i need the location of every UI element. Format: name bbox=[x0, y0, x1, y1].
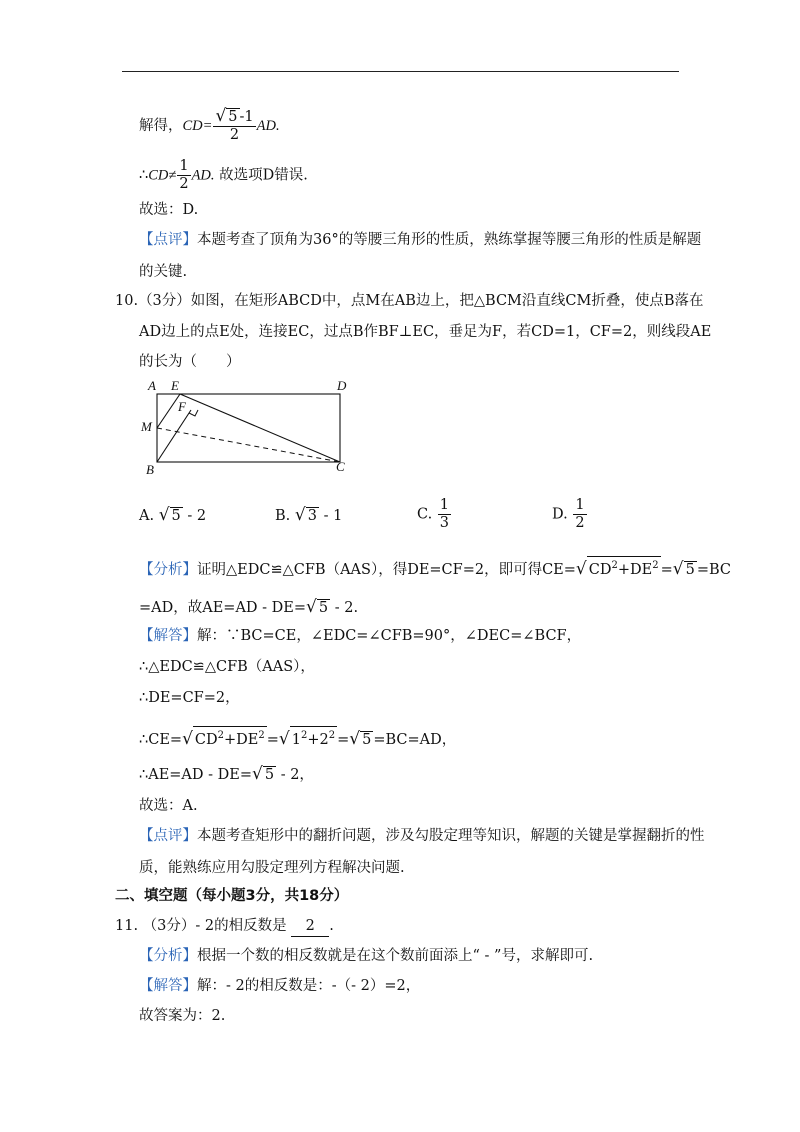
sup-2: 2 bbox=[217, 730, 225, 741]
q9-comment-text1: 本题考查了顶角为36°的等腰三角形的性质，熟练掌握等腰三角形的性质是解题 bbox=[197, 232, 702, 248]
q10-answer4-cd: CD bbox=[194, 731, 218, 748]
label-m: M bbox=[141, 419, 152, 434]
q10-answer-text1: 解：∵BC=CE，∠EDC=∠CFB=90°，∠DEC=∠BCF， bbox=[197, 628, 582, 644]
label-f: F bbox=[178, 399, 186, 414]
q10-analysis-rad-cd: CD bbox=[588, 561, 612, 578]
q9-frac1-minus: -1 bbox=[239, 109, 254, 125]
q10-analysis-eq: = bbox=[660, 561, 673, 578]
label-c: C bbox=[336, 459, 345, 474]
q11-answer-blank: 2 bbox=[291, 916, 329, 937]
q10-number: 10. bbox=[115, 293, 139, 309]
q11-answer-text: 解：- 2的相反数是：-（- 2）=2， bbox=[197, 978, 421, 994]
q10-analysis-line2-end: - 2. bbox=[334, 600, 359, 616]
q11-stem-end: . bbox=[329, 918, 334, 934]
q9-frac2-den: 2 bbox=[179, 176, 189, 192]
sup-2: 2 bbox=[652, 560, 659, 571]
q10-comment-line1 bbox=[139, 826, 705, 846]
q10-analysis-line2-rad: 5 bbox=[318, 600, 329, 616]
q10-answer5-rad: 5 bbox=[264, 767, 275, 783]
q10-answer4-de: +DE bbox=[224, 731, 259, 748]
q10-analysis-radical bbox=[587, 556, 661, 579]
q10-answer4-text: ∴CE= bbox=[139, 731, 183, 748]
q10-answer4-one: 1 bbox=[291, 731, 301, 748]
q10-comment-tag: 【点评】 bbox=[139, 828, 197, 844]
q10-answer-tag: 【解答】 bbox=[139, 628, 197, 644]
q11-analysis-text: 根据一个数的相反数就是在这个数前面添上“ - ”号，求解即可. bbox=[197, 948, 594, 964]
q10-comment-line2: 质，能熟练应用勾股定理列方程解决问题. bbox=[139, 860, 405, 876]
option-a-radicand: 5 bbox=[171, 508, 181, 524]
label-b: B bbox=[146, 462, 154, 477]
q10-choose: 故选：A. bbox=[139, 798, 198, 814]
q9-cd-eq: CD= bbox=[182, 118, 213, 134]
option-d-num: 1 bbox=[575, 497, 585, 513]
q10-option-a[interactable]: A. √ 5 - 2 bbox=[139, 505, 207, 525]
q10-analysis-rad-5: 5 bbox=[685, 561, 695, 578]
segment-ec bbox=[180, 394, 340, 462]
q10-analysis-text: 证明△EDC≌△CFB（AAS），得DE=CF=2，即可得CE= bbox=[197, 561, 576, 578]
q10-option-c[interactable] bbox=[417, 497, 452, 532]
q9-wrong-text: 故选项D错误. bbox=[219, 167, 308, 184]
q10-stem-line3: 的长为（ ） bbox=[139, 354, 241, 370]
option-b-radicand: 3 bbox=[307, 508, 317, 524]
label-d: D bbox=[337, 378, 347, 393]
q10-comment-text1: 本题考查矩形中的翻折问题，涉及勾股定理等知识，解题的关键是掌握翻折的性 bbox=[197, 828, 705, 844]
q10-answer4-eq2: = bbox=[337, 731, 350, 748]
q9-frac1-den: 2 bbox=[229, 127, 240, 143]
segment-bf bbox=[157, 410, 191, 462]
option-a-label: A. bbox=[139, 508, 155, 524]
option-c-fraction bbox=[438, 497, 451, 532]
q11-number: 11. bbox=[115, 918, 139, 934]
q10-analysis-line1: 【分析】证明△EDC≌△CFB（AAS），得DE=CF=2，即可得CE=√ $CD^2+DE^2$ =√ 5 =BC bbox=[139, 556, 731, 580]
q9-choose: 故选：D. bbox=[139, 202, 199, 218]
q11-answer-tag: 【解答】 bbox=[139, 978, 197, 994]
option-d-den: 2 bbox=[575, 515, 585, 531]
q9-ad-2: AD. bbox=[191, 167, 215, 184]
q10-option-d[interactable] bbox=[552, 497, 588, 532]
q10-analysis-rad-de: +DE bbox=[617, 561, 653, 578]
q9-cd-neq: CD≠ bbox=[148, 167, 177, 184]
q11-analysis bbox=[139, 946, 593, 966]
q9-comment-tag: 【点评】 bbox=[139, 232, 197, 248]
label-a: A bbox=[148, 378, 156, 393]
sup-2: 2 bbox=[301, 730, 308, 741]
label-e: E bbox=[171, 378, 179, 393]
q10-stem-line2: AD边上的点E处，连接EC，过点B作BF⊥EC，垂足为F，若CD=1，CF=2，则线段AE bbox=[139, 324, 712, 340]
option-b-label: B. bbox=[275, 508, 291, 524]
option-c-num: 1 bbox=[439, 497, 450, 513]
option-b-rest: - 1 bbox=[323, 508, 343, 524]
q10-analysis-line2-text: =AD，故AE=AD - DE= bbox=[139, 600, 307, 616]
option-d-label: D. bbox=[552, 506, 568, 523]
q11-final: 故答案为：2. bbox=[139, 1008, 226, 1024]
sup-2: 2 bbox=[328, 730, 336, 741]
q11-stem-text: （3分）- 2的相反数是 bbox=[142, 918, 287, 934]
q10-answer4-eq1: = bbox=[266, 731, 279, 748]
q9-ad-1: AD. bbox=[256, 118, 280, 134]
q10-analysis-tag: 【分析】 bbox=[139, 561, 197, 578]
option-a-rest: - 2 bbox=[187, 508, 207, 524]
q10-answer4-rad5: 5 bbox=[362, 731, 372, 748]
q10-answer5-end: - 2， bbox=[280, 767, 314, 783]
q9-comment-line2: 的关键. bbox=[139, 264, 188, 280]
segment-em bbox=[157, 394, 180, 428]
option-c-den: 3 bbox=[439, 515, 450, 531]
q10-stem-text1: （3分）如图，在矩形ABCD中，点M在AB边上，把△BCM沿直线CM折叠，使点B落在 bbox=[138, 293, 704, 309]
q9-frac1-radicand: 5 bbox=[228, 109, 238, 125]
q9-solve-prefix: 解得， bbox=[139, 118, 183, 134]
q11-analysis-tag: 【分析】 bbox=[139, 948, 197, 964]
q9-fraction-1: $\frac{√ 5 -1}{2}$ bbox=[215, 106, 254, 143]
q10-answer4-two: +2 bbox=[307, 731, 329, 748]
option-c-label: C. bbox=[417, 506, 433, 523]
sup-2: 2 bbox=[611, 560, 618, 571]
q10-answer4-radical1 bbox=[193, 726, 267, 749]
q10-answer-line4: ∴CE=√ $CD^2+DE^2$ =√ $1^2+2^2$ =√ 5 =BC=AD， bbox=[139, 726, 456, 750]
q10-answer-line1 bbox=[139, 626, 581, 646]
q10-option-b[interactable]: B. √ 3 - 1 bbox=[275, 505, 343, 525]
segment-mc-dashed bbox=[157, 428, 340, 462]
q10-answer-line2: ∴△EDC≌△CFB（AAS）， bbox=[139, 659, 315, 675]
q10-answer-line3: ∴DE=CF=2， bbox=[139, 690, 240, 706]
q10-answer-line5: ∴AE=AD - DE=√ 5 - 2， bbox=[139, 764, 314, 784]
q9-frac2-num: 1 bbox=[179, 158, 189, 174]
q11-answer bbox=[139, 976, 420, 996]
q11-stem bbox=[115, 916, 334, 937]
option-d-fraction bbox=[573, 497, 586, 532]
q10-answer4-radical2 bbox=[290, 726, 337, 749]
sup-2: 2 bbox=[258, 730, 265, 741]
q10-analysis-line2: =AD，故AE=AD - DE=√ 5 - 2. bbox=[139, 597, 359, 617]
q9-therefore: ∴ bbox=[139, 167, 149, 184]
q10-answer5-text: ∴AE=AD - DE= bbox=[139, 767, 253, 783]
q10-analysis-end: =BC bbox=[696, 561, 732, 578]
q10-answer4-end: =BC=AD， bbox=[373, 731, 457, 748]
section-title: 二、填空题（每小题3分，共18分） bbox=[115, 888, 349, 904]
